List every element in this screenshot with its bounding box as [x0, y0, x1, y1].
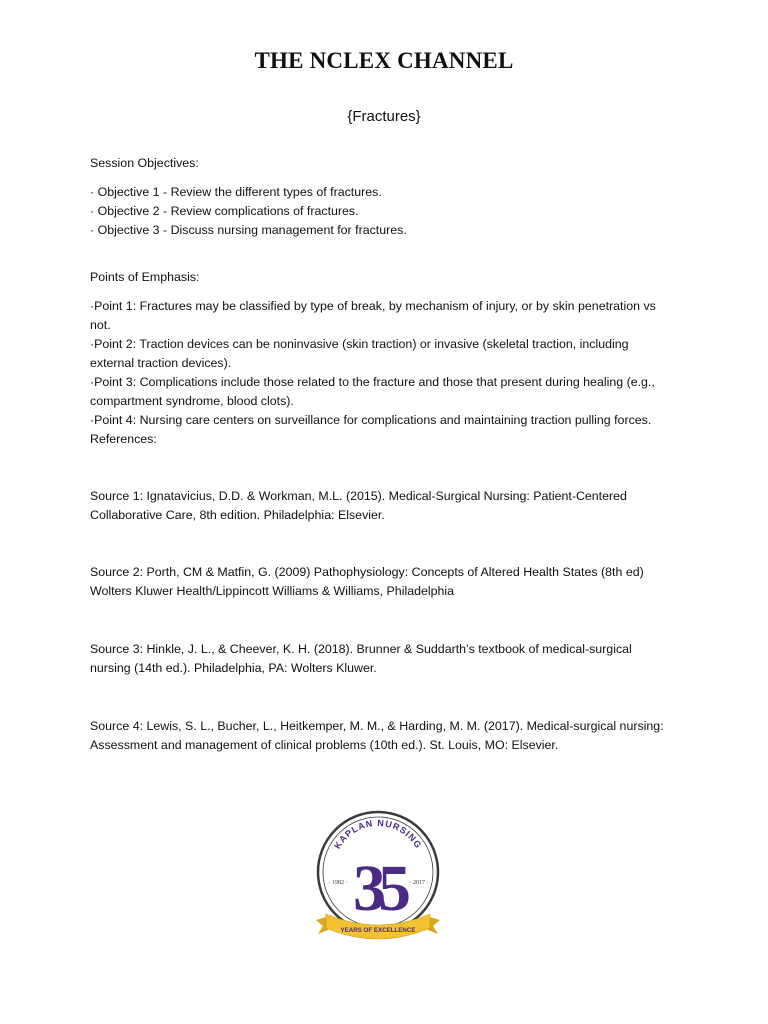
reference-source-4 [90, 717, 680, 755]
references-section [90, 430, 680, 449]
emphasis-list [90, 297, 680, 430]
reference-source-2 [90, 563, 680, 601]
ribbon-text: YEARS OF EXCELLENCE [340, 927, 416, 934]
kaplan-nursing-35-years-logo [314, 808, 442, 958]
reference-line: Wolters Kluwer Health/Lippincott Williams & Williams, Philadelphia [90, 584, 455, 598]
page-title: THE NCLEX CHANNEL [254, 48, 514, 73]
emphasis-line: compartment syndrome, blood clots). [90, 394, 294, 408]
objective-item: · Objective 1 - Review the different types of fractures. [90, 185, 382, 199]
objective-item: · Objective 3 - Discuss nursing management for fractures. [90, 223, 407, 237]
reference-source-3 [90, 640, 680, 678]
reference-line: Assessment and management of clinical problems (10th ed.). St. Louis, MO: Elsevier. [90, 738, 559, 752]
emphasis-line: external traction devices). [90, 356, 232, 370]
emphasis-line: ·Point 1: Fractures may be classified by type of break, by mechanism of injury, or by skin penetration vs [90, 299, 656, 313]
reference-line: Source 1: Ignatavicius, D.D. & Workman, M.L. (2015). Medical-Surgical Nursing: Patient-Centered [90, 489, 627, 503]
reference-line: Source 2: Porth, CM & Matfin, G. (2009) Pathophysiology: Concepts of Altered Health States (8th ed) [90, 565, 644, 579]
logo-year-end: · 2017 · [409, 880, 429, 886]
objectives-list [90, 183, 680, 240]
emphasis-heading: Points of Emphasis: [90, 270, 200, 284]
reference-line: Collaborative Care, 8th edition. Philadelphia: Elsevier. [90, 508, 385, 522]
topic-subtitle: {Fractures} [347, 108, 421, 125]
objectives-heading: Session Objectives: [90, 156, 199, 170]
emphasis-line: not. [90, 318, 111, 332]
logo-number: 35 [353, 852, 403, 925]
reference-source-1 [90, 487, 680, 525]
logo-year-start: · 1982 · [328, 880, 348, 886]
emphasis-line: ·Point 2: Traction devices can be noninvasive (skin traction) or invasive (skeletal traction, including [90, 337, 629, 351]
emphasis-section [90, 268, 680, 287]
logo-arc-text: KAPLAN NURSING [332, 817, 424, 851]
emphasis-line: ·Point 4: Nursing care centers on surveillance for complications and maintaining traction pulling forces. [90, 413, 652, 427]
emphasis-line: ·Point 3: Complications include those related to the fracture and those that present during healing (e.g., [90, 375, 655, 389]
references-heading: References: [90, 432, 157, 446]
objective-item: · Objective 2 - Review complications of fractures. [90, 204, 359, 218]
reference-line: Source 4: Lewis, S. L., Bucher, L., Heitkemper, M. M., & Harding, M. M. (2017). Medical-surgical nursing: [90, 719, 664, 733]
reference-line: nursing (14th ed.). Philadelphia, PA: Wolters Kluwer. [90, 661, 377, 675]
objectives-section [90, 154, 680, 173]
reference-line: Source 3: Hinkle, J. L., & Cheever, K. H. (2018). Brunner & Suddarth’s textbook of medical-surgical [90, 642, 632, 656]
